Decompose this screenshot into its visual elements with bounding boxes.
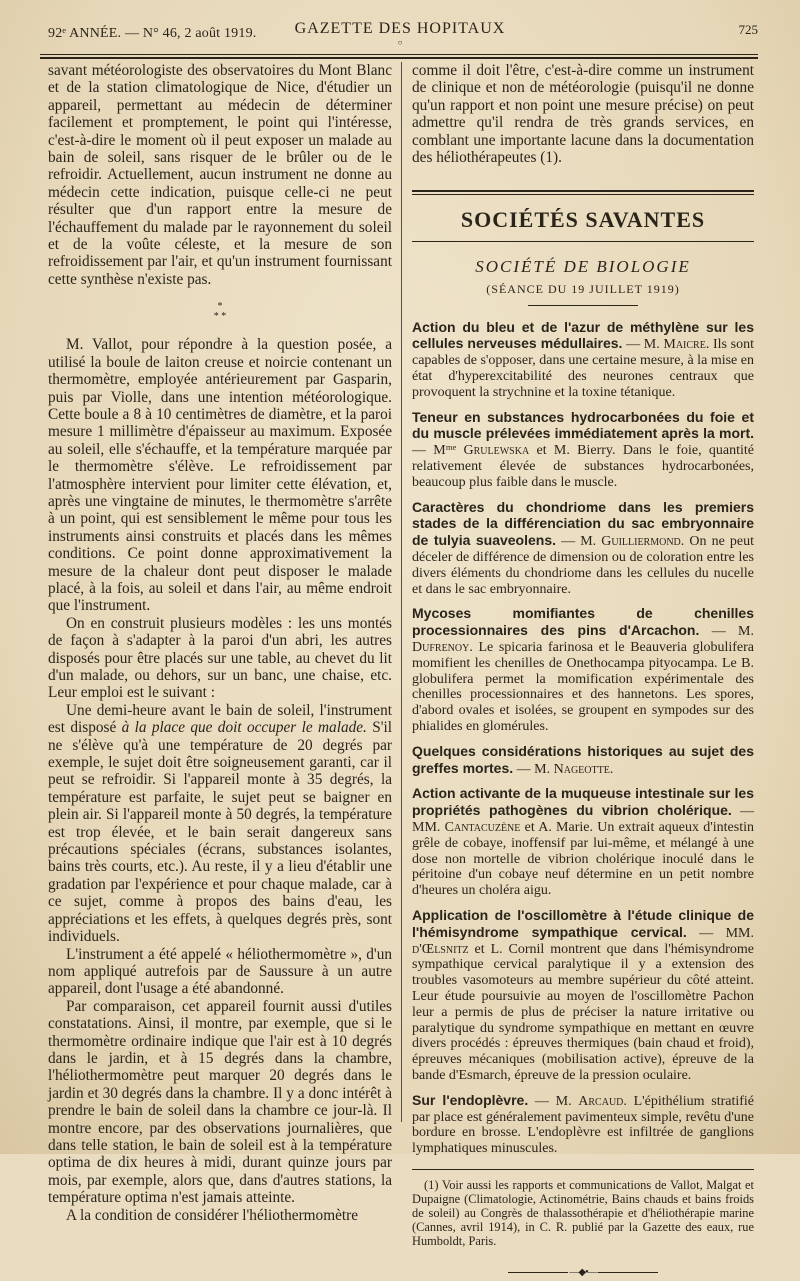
entry-dash: — M. [622, 337, 664, 353]
header-rule-thin [40, 54, 758, 55]
society-entry [412, 786, 754, 899]
society-entry [412, 1093, 754, 1157]
page-number: 725 [738, 22, 758, 37]
entry-title: Caractères du chondriome dans les premiers stades de la différenciation du sac embryonnaire de tulyia suaveolens. [412, 498, 754, 549]
entry-title: Teneur en substances hydrocarbonées du foie et du muscle prélevées immédiatement après la mort. [412, 408, 754, 442]
entry-author: Guilliermond [601, 534, 681, 550]
entry-author: d'Œlsnitz [412, 941, 469, 957]
entry-text: . L'épithélium stratifié par place est généralement pavimenteux simple, revêtu d'une bordure en brosse. L'endoplèvre est infiltrée de ganglions lymphatiques minuscules. [412, 1093, 755, 1157]
society-entry [412, 606, 754, 734]
section-title: SOCIÉTÉS SAVANTES [460, 207, 706, 233]
end-ornament-line-left [508, 1272, 568, 1273]
left-paragraph-5: L'instrument a été appelé « héliothermomètre », d'un nom appliqué autrefois par de Saussure à un autre appareil, dont l'usage a été abandonné. [48, 945, 392, 998]
entry-dash: — Mᵐᵉ [412, 443, 464, 459]
left-paragraph-2: M. Vallot, pour répondre à la question posée, a utilisé la boule de laiton creuse et noircie contenant un thermomètre, employée antérieurement par Gasparin, puis par Violle, dans une intention météorologique. Cette boule a 8 à 10 centimètres de diamètre, et la paroi mesure 1 millimètre d'épaisseur au maximum. Exposée au soleil, elle s'échauffe, et la température marquée par le thermomètre s'élève. Le refroidissement par l'atmosphère intervient pour limiter cette élévation, et, après une vingtaine de minutes, le thermomètre s'arrête à un point, qui est sensiblement le même pour tous les instruments ainsi construits et placés dans les mêmes conditions. Ce point donne approximativement la mesure de la chaleur dont peut disposer le malade placé, à la fois, au soleil et dans l'air, au même endroit que l'instrument. [48, 336, 392, 615]
page-header [40, 18, 760, 52]
entry-author: Nageotte [553, 761, 610, 777]
entry-title: Application de l'oscillomètre à l'étude clinique de l'hémisyndrome sympathique cervical. [412, 906, 754, 940]
entry-dash: — M. [513, 761, 554, 777]
footnote-rule [412, 1169, 754, 1170]
right-column [412, 62, 754, 1281]
entry-text: . Ils sont capables de s'opposer, dans une certaine mesure, à la mise en état d'hyperexcitabilité des neurones centraux que provoquent la strychnine et la toxine tétanique. [412, 337, 755, 400]
left-paragraph-4 [48, 702, 392, 946]
end-ornament-glyph: —◆•— [569, 1266, 597, 1278]
left-paragraph-7: A la condition de considérer l'héliothermomètre [66, 1206, 359, 1224]
entry-text: et M. Bierry. Dans le foie, quantité relativement élevée de substances hydrocarbonées, beaucoup plus faible dans le muscle. [412, 443, 754, 490]
society-entries [412, 320, 754, 1157]
entry-author: Cantacuzène [444, 819, 521, 835]
society-entry [412, 744, 754, 778]
entry-author: Grulewska [463, 443, 530, 459]
entry-text: . [609, 761, 614, 777]
end-ornament [412, 1264, 754, 1281]
entry-dash: — M. [528, 1093, 579, 1109]
entry-dash: — MM. [686, 925, 754, 941]
entry-dash: — MM. [412, 804, 755, 835]
star-bottom: * * [213, 311, 227, 323]
society-title: SOCIÉTÉ DE BIOLOGIE [475, 256, 691, 276]
society-entry [412, 320, 754, 401]
section-double-rule [412, 190, 754, 195]
entry-title: Action du bleu et de l'azur de méthylène sur les cellules nerveuses médullaires. [412, 318, 754, 352]
left-paragraph-3: On en construit plusieurs modèles : les uns montés de façon à s'adapter à la paroi d'un abri, les autres disposés pour être placés sur une table, au chevet du lit d'un malade, ou dehors, sur un banc, une chaise, etc. Leur emploi est le suivant : [48, 614, 392, 702]
issue-info: 92ᵉ ANNÉE. — N° 46, 2 août 1919. [48, 26, 257, 41]
right-paragraph-1: comme il doit l'être, c'est-à-dire comme un instrument de clinique et non de météorologie (puisqu'il ne donne qu'un rapport et non point une mesure précise) on peut admettre qu'il rendra de très grands services, en comblant une importante lacune dans la documentation des héliothérapeutes (1). [412, 62, 754, 167]
society-entry [412, 410, 754, 491]
p4-text-a: Une demi-heure avant le bain de soleil, l'instrument est disposé [48, 701, 392, 737]
entry-dash: — M. [556, 534, 602, 550]
society-entry [412, 500, 754, 598]
society-entry [412, 908, 754, 1084]
header-ornament: ○ [397, 38, 403, 47]
section-header [412, 190, 754, 241]
left-column [48, 62, 392, 1224]
p4-emphasis: à la place que doit occuper le malade. [121, 719, 367, 737]
header-rule-thick [40, 57, 758, 59]
journal-title: GAZETTE DES HOPITAUX [294, 20, 506, 37]
star-top: * [217, 301, 223, 313]
section-stars [48, 302, 392, 322]
entry-text: . On ne peut déceler de différence de dimension ou de coloration entre les divers éléments du chondriome dans les cellules du nucelle et dans le sac embryonnaire. [412, 534, 754, 597]
entry-author: Dufrenoy [412, 640, 470, 655]
footnote: (1) Voir aussi les rapports et communications de Vallot, Malgat et Dupaigne (Climatologie, Actinométrie, Bains chauds et bains froids de soleil) au Congrès de thalassothérapie et d'héliothérapie marine (Cannes, avril 1914), in C. R. publié par la Gazette des eaux, rue Humboldt, Paris. [412, 1177, 754, 1248]
p4-text-b: S'il ne s'élève qu'à une température de 20 degrés par exemple, le sujet doit être soigneusement garanti, car il peut se refroidir. Si l'appareil monte à 35 degrés, la température est parfaite, le sujet peut se baigner en plein air. Si l'appareil monte à 50 degrés, la température est trop élevée, et le bain serait dangereux sans précautions spéciales (écrans, substances isolantes, bains très courts, etc.). Au reste, il y a lieu d'établir une gradation par l'expérience et pour chaque malade, car à ce sujet, comme à propos des bains d'eau, les appréciations et les effets, à quelques degrés près, sont individuels. [48, 719, 392, 946]
entry-dash: — M. [699, 624, 754, 640]
left-paragraph-1: savant météorologiste des observatoires du Mont Blanc et de la station climatologique de Nice, d'étudier un appareil, permettant au médecin de déterminer facilement et promptement, le point qui l'intéresse, c'est-à-dire le moment où il peut exposer un malade au bain de soleil, sans risquer de le brûler ou de le refroidir. Actuellement, aucun instrument ne donne au médecin cette indication, puisque celle-ci ne peut résulter que d'un rapport entre la mesure de l'échauffement du malade par le rayonnement du soleil et de la voûte céleste, et la mesure de son refroidissement par l'air, et qu'un instrument fournissant cette synthèse n'existe pas. [48, 62, 392, 288]
section-sub-rule [412, 241, 754, 242]
entry-title: Mycoses momifiantes de chenilles processionnaires des pins d'Arcachon. [412, 605, 754, 639]
seance-rule [528, 305, 638, 306]
left-paragraph-6: Par comparaison, cet appareil fournit aussi d'utiles constatations. Ainsi, il montre, par exemple, que si le thermomètre ordinaire indique que l'air est à 10 degrés dans le jardin, et à 15 degrés dans la chambre, l'héliothermomètre peut marquer 20 degrés dans le jardin et 30 degrés dans la chambre. Il y a donc intérêt à prendre le bain de soleil dans la chambre ce jour-là. Il montre encore, par des observations journalières, que dans telle station, le bain de soleil est à la température optima de dix heures à midi, durant quinze jours par mois, par exemple, alors que, dans d'autres stations, la température optima n'est jamais atteinte. [48, 997, 392, 1207]
entry-title: Quelques considérations historiques au sujet des greffes mortes. [412, 742, 754, 776]
entry-author: Arcaud [578, 1093, 624, 1109]
entry-text: et A. Marie. Un extrait aqueux d'intestin grêle de cobaye, inoffensif par lui-même, et mélangé à une dose non mortelle de vibrion cholérique inoculé dans le péritoine d'un cobaye neuf détermine en un petit nombre d'heures un choléra aigu. [412, 819, 754, 899]
seance-date: (SÉANCE DU 19 JUILLET 1919) [486, 282, 680, 297]
entry-text: et L. Cornil montrent que dans l'hémisyndrome sympathique cervical paralytique il y a extension des troubles vasomoteurs au membre supérieur du côté atteint. Leur étude poursuivie au moyen de l'oscillomètre Pachon leur a permis de plus de préciser la nature irritative ou paralytique du syndrome sympathique en mettant en œuvre divers procédés : épreuves thermiques (bain chaud et froid), épreuves mécaniques (mobilisation active), épreuve de la bande d'Esmarch, épreuve de la pression oculaire. [412, 941, 754, 1083]
entry-text: . Le spicaria farinosa et le Beauveria globulifera momifient les chenilles de Onethocampa pityocampa. Le B. globulifera permet la momification expérimentale des chenilles processionnaires et des hannetons. Les spores, d'abord ovales et isolées, se groupent en sympodes sur des phialides en glomérules. [412, 640, 754, 734]
column-divider [401, 62, 402, 1122]
entry-title: Action activante de la muqueuse intestinale sur les propriétés pathogènes du vibrion cholérique. [412, 785, 754, 819]
end-ornament-line-right [598, 1272, 658, 1273]
entry-author: Maicre [663, 337, 706, 353]
entry-title: Sur l'endoplèvre. [412, 1091, 529, 1108]
